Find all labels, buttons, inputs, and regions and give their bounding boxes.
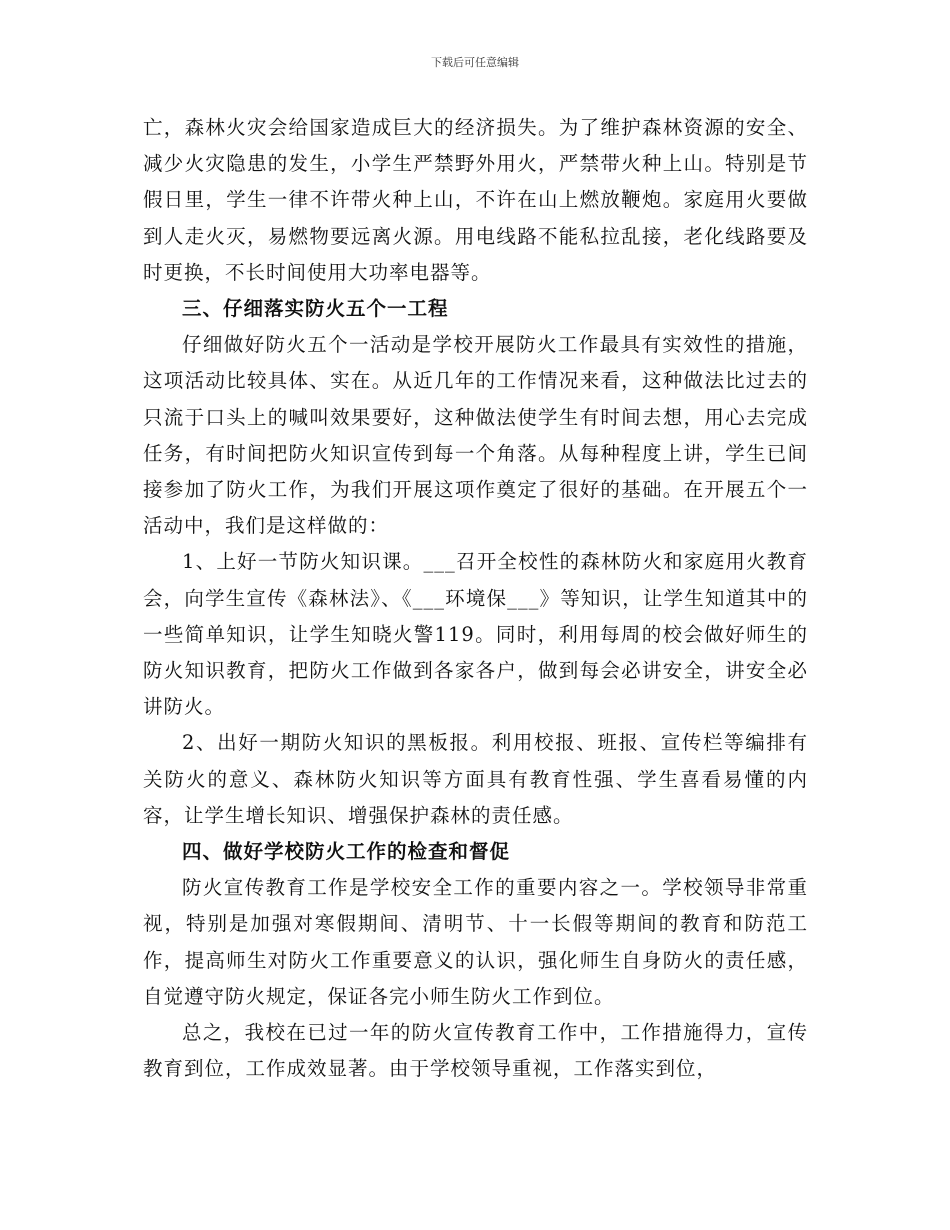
page-header-note: 下载后可任意编辑: [431, 56, 519, 69]
paragraph-inspection-supervision: 防火宣传教育工作是学校安全工作的重要内容之一。学校领导非常重视，特别是加强对寒假期间、清明节、十一长假等期间的教育和防范工作，提高师生对防火工作重要意义的认识，强化师生自身防火的责任感，自觉遵守防火规定，保证各完小师生防火工作到位。: [143, 876, 808, 1008]
paragraph-forest-fire-prevention: 亡，森林火灾会给国家造成巨大的经济损失。为了维护森林资源的安全、减少火灾隐患的发生，小学生严禁野外用火，严禁带火种上山。特别是节假日里，学生一律不许带火种上山，不许在山上燃放鞭炮。家庭用火要做到人走火灭，易燃物要远离火源。用电线路不能私拉乱接，老化线路要及时更换，不长时间使用大功率电器等。: [143, 116, 808, 284]
section-heading-four: 四、做好学校防火工作的检查和督促: [182, 840, 511, 864]
paragraph-five-activities: 仔细做好防火五个一活动是学校开展防火工作最具有实效性的措施，这项活动比较具体、实在。从近几年的工作情况来看，这种做法比过去的只流于口头上的喊叫效果要好，这种做法使学生有时间去想，用心去完成任务，有时间把防火知识宣传到每一个角落。从每种程度上讲，学生已间接参加了防火工作，为我们开展这项作奠定了很好的基础。在开展五个一活动中，我们是这样做的：: [143, 333, 808, 538]
paragraph-summary: 总之，我校在已过一年的防火宣传教育工作中，工作措施得力，宣传教育到位，工作成效显著。由于学校领导重视，工作落实到位，: [143, 1021, 808, 1081]
list-item-blackboard-newspaper: 2、出好一期防火知识的黑板报。利用校报、班报、宣传栏等编排有关防火的意义、森林防火知识等方面具有教育性强、学生喜看易懂的内容，让学生增长知识、增强保护森林的责任感。: [143, 731, 808, 827]
section-heading-three: 三、仔细落实防火五个一工程: [182, 297, 449, 321]
document-body: [143, 110, 808, 1087]
list-item-fire-knowledge-class: 1、上好一节防火知识课。___召开全校性的森林防火和家庭用火教育会，向学生宣传《森林法》、《___环境保___》等知识，让学生知道其中的一些简单知识，让学生知晓火警119。同时，利用每周的校会做好师生的防火知识教育，把防火工作做到各家各户，做到每会必讲安全，讲安全必讲防火。: [143, 550, 808, 719]
